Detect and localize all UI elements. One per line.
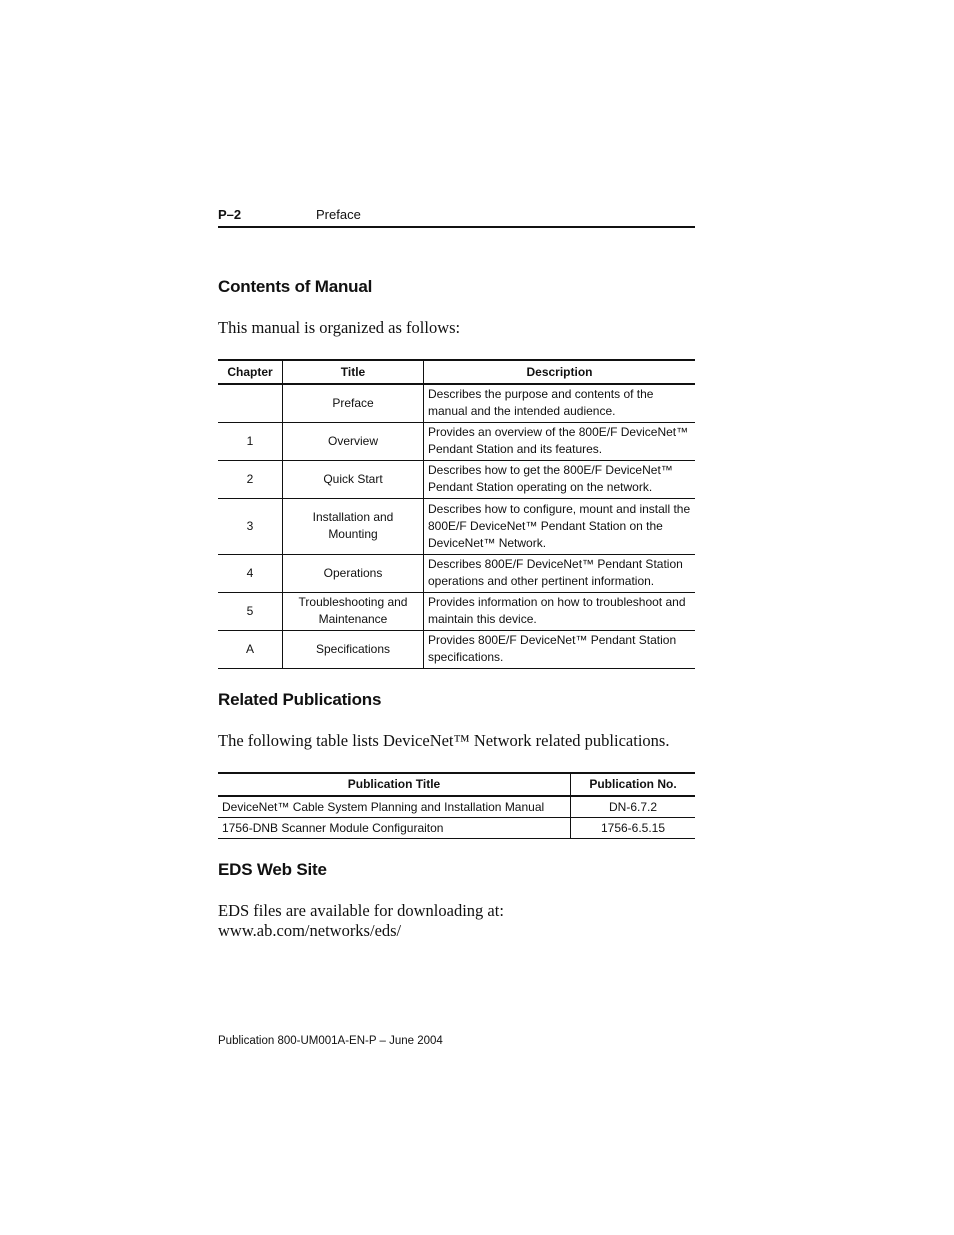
column-header-description: Description bbox=[424, 360, 696, 384]
publication-footer: Publication 800-UM001A-EN-P – June 2004 bbox=[218, 1035, 443, 1047]
table-row bbox=[218, 422, 695, 460]
title-cell: Specifications bbox=[283, 630, 424, 668]
chapter-cell: 3 bbox=[218, 498, 283, 554]
column-header-title: Title bbox=[283, 360, 424, 384]
publication-number-cell: 1756-6.5.15 bbox=[571, 818, 696, 839]
description-cell: Provides information on how to troubleshoot and maintain this device. bbox=[424, 592, 696, 630]
description-cell: Describes how to get the 800E/F DeviceNet™ Pendant Station operating on the network. bbox=[424, 460, 696, 498]
chapter-cell: 1 bbox=[218, 422, 283, 460]
title-cell: Quick Start bbox=[283, 460, 424, 498]
chapter-cell: 2 bbox=[218, 460, 283, 498]
contents-table bbox=[218, 359, 695, 669]
column-header-publication-no: Publication No. bbox=[571, 773, 696, 796]
chapter-cell bbox=[218, 384, 283, 422]
table-row bbox=[218, 460, 695, 498]
table-row bbox=[218, 818, 695, 839]
description-cell: Provides an overview of the 800E/F DeviceNet™ Pendant Station and its features. bbox=[424, 422, 696, 460]
title-cell: Overview bbox=[283, 422, 424, 460]
column-header-publication-title: Publication Title bbox=[218, 773, 571, 796]
chapter-cell: 4 bbox=[218, 554, 283, 592]
publication-number-cell: DN-6.7.2 bbox=[571, 796, 696, 818]
table-row bbox=[218, 498, 695, 554]
chapter-cell: 5 bbox=[218, 592, 283, 630]
contents-heading: Contents of Manual bbox=[218, 277, 373, 296]
publication-title-cell: 1756-DNB Scanner Module Configuraiton bbox=[218, 818, 571, 839]
eds-url: www.ab.com/networks/eds/ bbox=[218, 921, 402, 940]
title-cell: Operations bbox=[283, 554, 424, 592]
running-header bbox=[218, 206, 695, 228]
table-row bbox=[218, 554, 695, 592]
chapter-cell: A bbox=[218, 630, 283, 668]
section-title: Preface bbox=[316, 207, 361, 222]
eds-heading: EDS Web Site bbox=[218, 860, 327, 879]
table-row bbox=[218, 592, 695, 630]
publication-title-cell: DeviceNet™ Cable System Planning and Installation Manual bbox=[218, 796, 571, 818]
title-cell: Preface bbox=[283, 384, 424, 422]
related-heading: Related Publications bbox=[218, 690, 382, 709]
description-cell: Describes 800E/F DeviceNet™ Pendant Station operations and other pertinent information. bbox=[424, 554, 696, 592]
publications-table bbox=[218, 772, 695, 839]
table-row bbox=[218, 630, 695, 668]
table-header-row bbox=[218, 360, 695, 384]
column-header-chapter: Chapter bbox=[218, 360, 283, 384]
eds-text-line: EDS files are available for downloading at: bbox=[218, 901, 504, 920]
description-cell: Describes the purpose and contents of the manual and the intended audience. bbox=[424, 384, 696, 422]
description-cell: Provides 800E/F DeviceNet™ Pendant Station specifications. bbox=[424, 630, 696, 668]
description-cell: Describes how to configure, mount and install the 800E/F DeviceNet™ Pendant Station on the DeviceNet™ Network. bbox=[424, 498, 696, 554]
title-cell: Troubleshooting and Maintenance bbox=[283, 592, 424, 630]
page-number: P–2 bbox=[218, 207, 242, 222]
table-row bbox=[218, 384, 695, 422]
related-intro: The following table lists DeviceNet™ Network related publications. bbox=[218, 731, 670, 750]
table-row bbox=[218, 796, 695, 818]
contents-intro: This manual is organized as follows: bbox=[218, 318, 461, 337]
table-header-row bbox=[218, 773, 695, 796]
title-cell: Installation and Mounting bbox=[283, 498, 424, 554]
